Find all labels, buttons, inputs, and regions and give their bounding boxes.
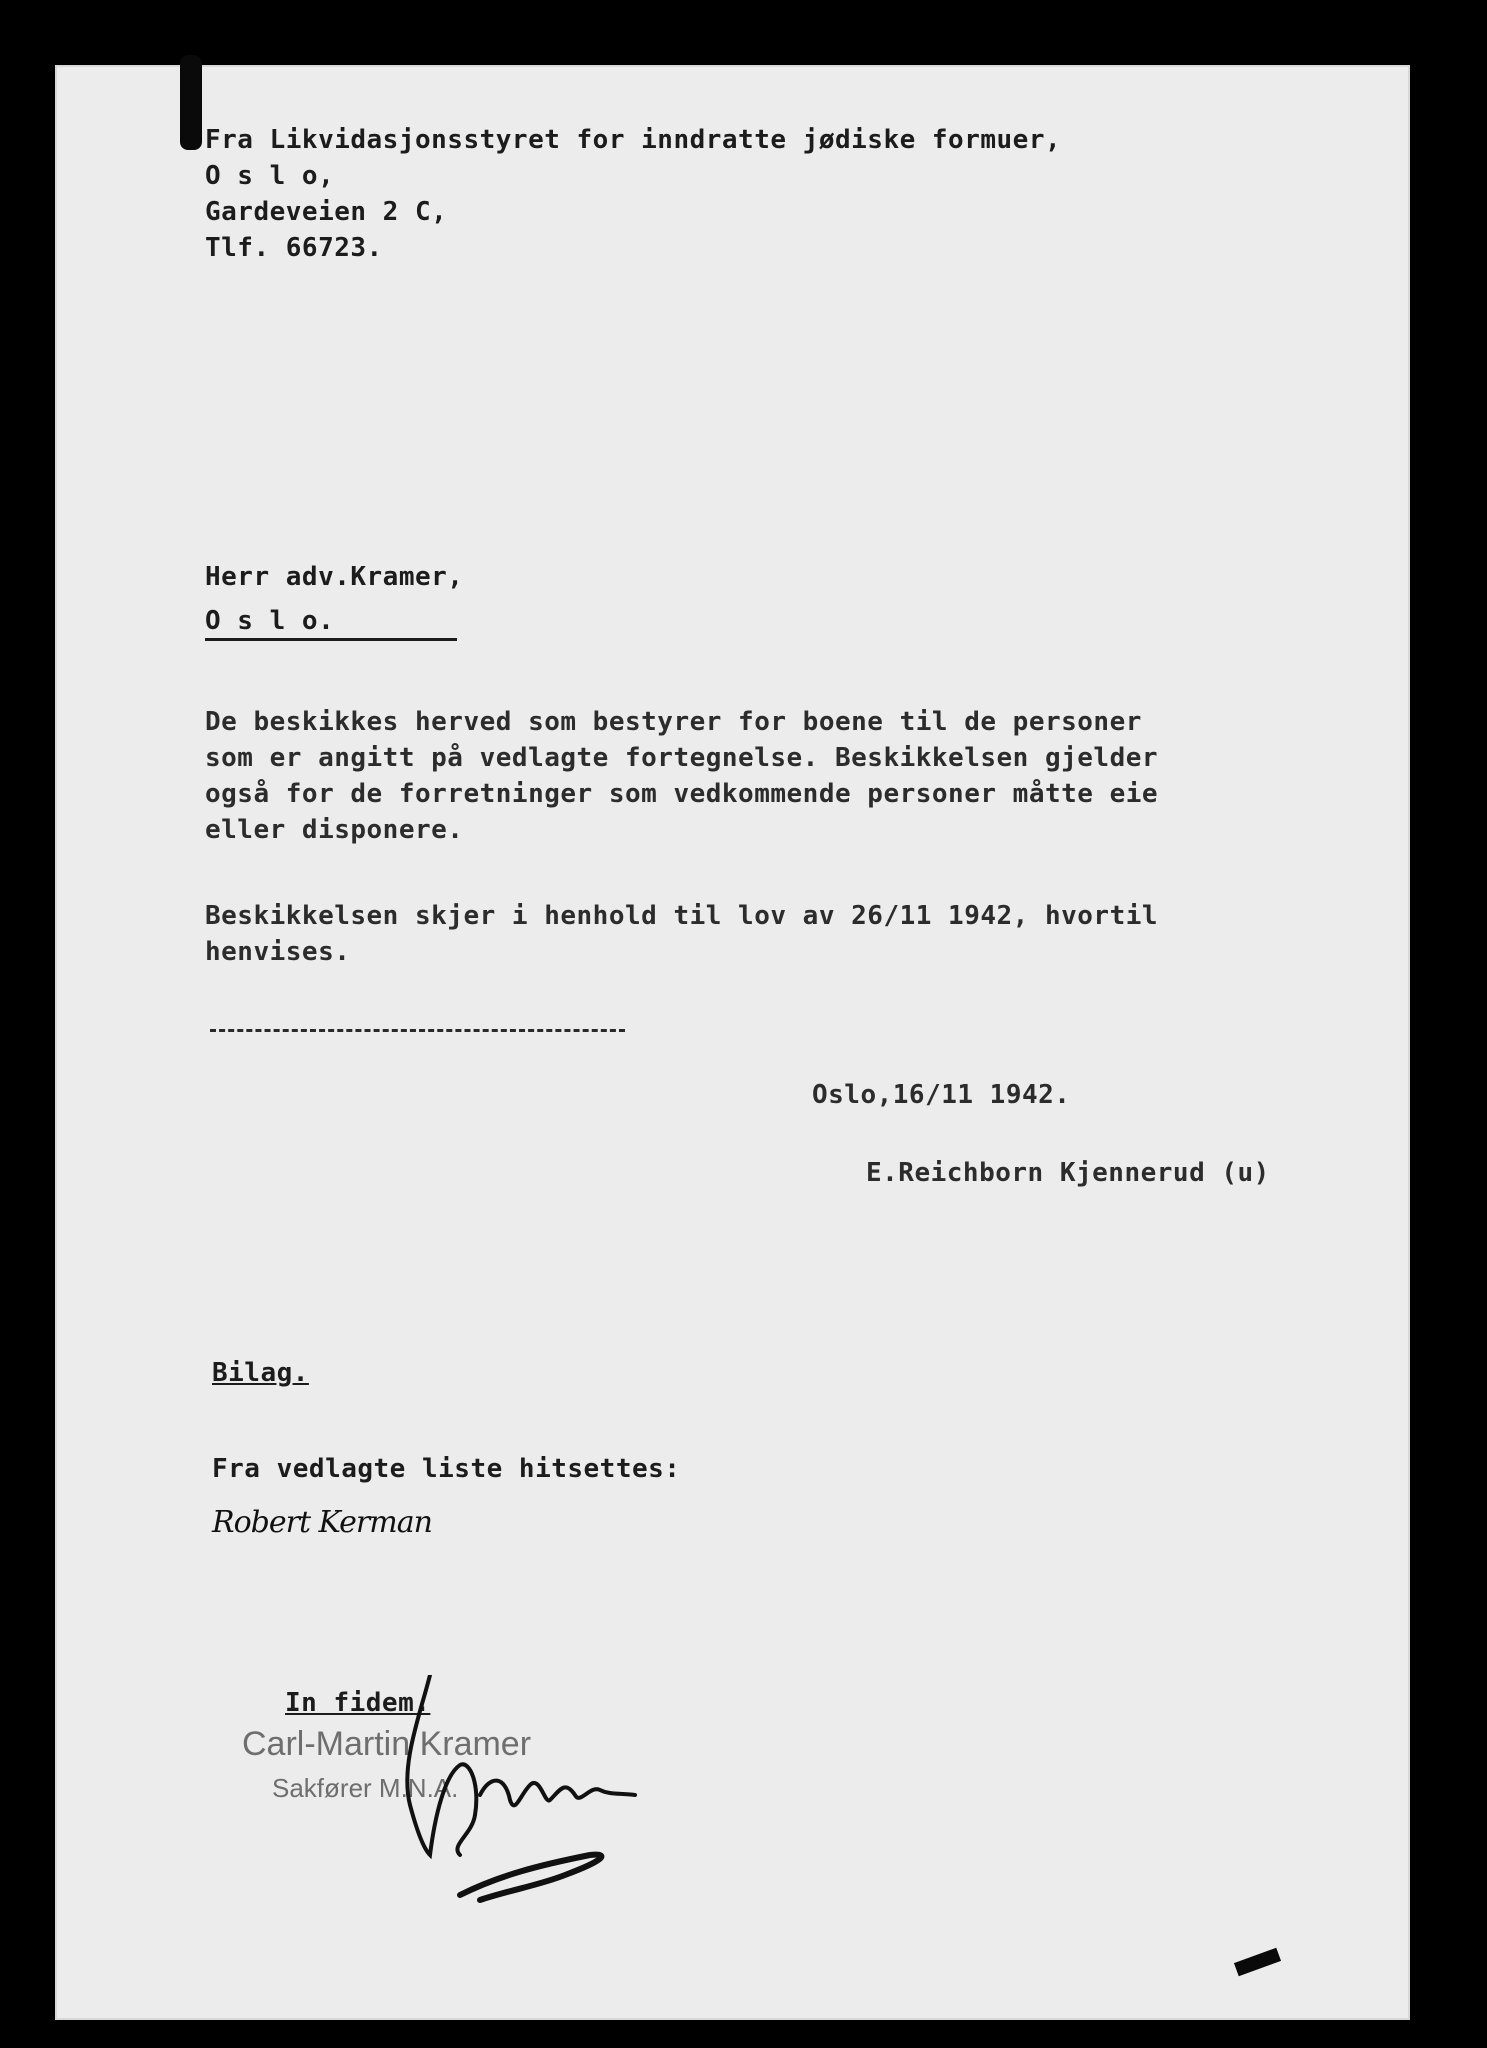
handwritten-signature — [390, 1675, 710, 1905]
recipient-city: O s l o. — [205, 606, 457, 641]
body-line: De beskikkes herved som bestyrer for boene til de personer — [205, 707, 1142, 737]
sender-city: O s l o, — [205, 161, 335, 191]
body-line: også for de forretninger som vedkommende personer måtte eie — [205, 779, 1159, 809]
body-line: eller disponere. — [205, 815, 464, 845]
body-line: Beskikkelsen skjer i henhold til lov av 26/11 1942, hvortil — [205, 901, 1159, 931]
paper-sheet — [55, 65, 1410, 2020]
recipient-name: Herr adv.Kramer, — [205, 562, 464, 592]
stamp-title: Sakfører M.N.A. — [272, 1773, 459, 1803]
enclosure-intro: Fra vedlagte liste hitsettes: — [212, 1454, 681, 1484]
enclosure-heading: Bilag. — [212, 1358, 309, 1388]
sender-address: Gardeveien 2 C, — [205, 197, 448, 227]
sender-line: Fra Likvidasjonsstyret for inndratte jødiske formuer, — [205, 125, 1062, 155]
corner-mark — [1234, 1948, 1281, 1977]
sender-phone: Tlf. 66723. — [205, 233, 383, 263]
in-fidem: In fidem. — [285, 1688, 431, 1718]
body-line: henvises. — [205, 937, 351, 967]
signed-by: E.Reichborn Kjennerud (u) — [866, 1158, 1270, 1188]
body-line: som er angitt på vedlagte fortegnelse. Beskikkelsen gjelder — [205, 743, 1159, 773]
stamp-name: Carl-Martin Kramer — [242, 1725, 532, 1763]
paper-clip-mark — [180, 55, 202, 150]
handwritten-name: Robert Kerman — [212, 1505, 432, 1540]
dashed-separator — [210, 1029, 625, 1032]
dateline: Oslo,16/11 1942. — [812, 1080, 1071, 1110]
